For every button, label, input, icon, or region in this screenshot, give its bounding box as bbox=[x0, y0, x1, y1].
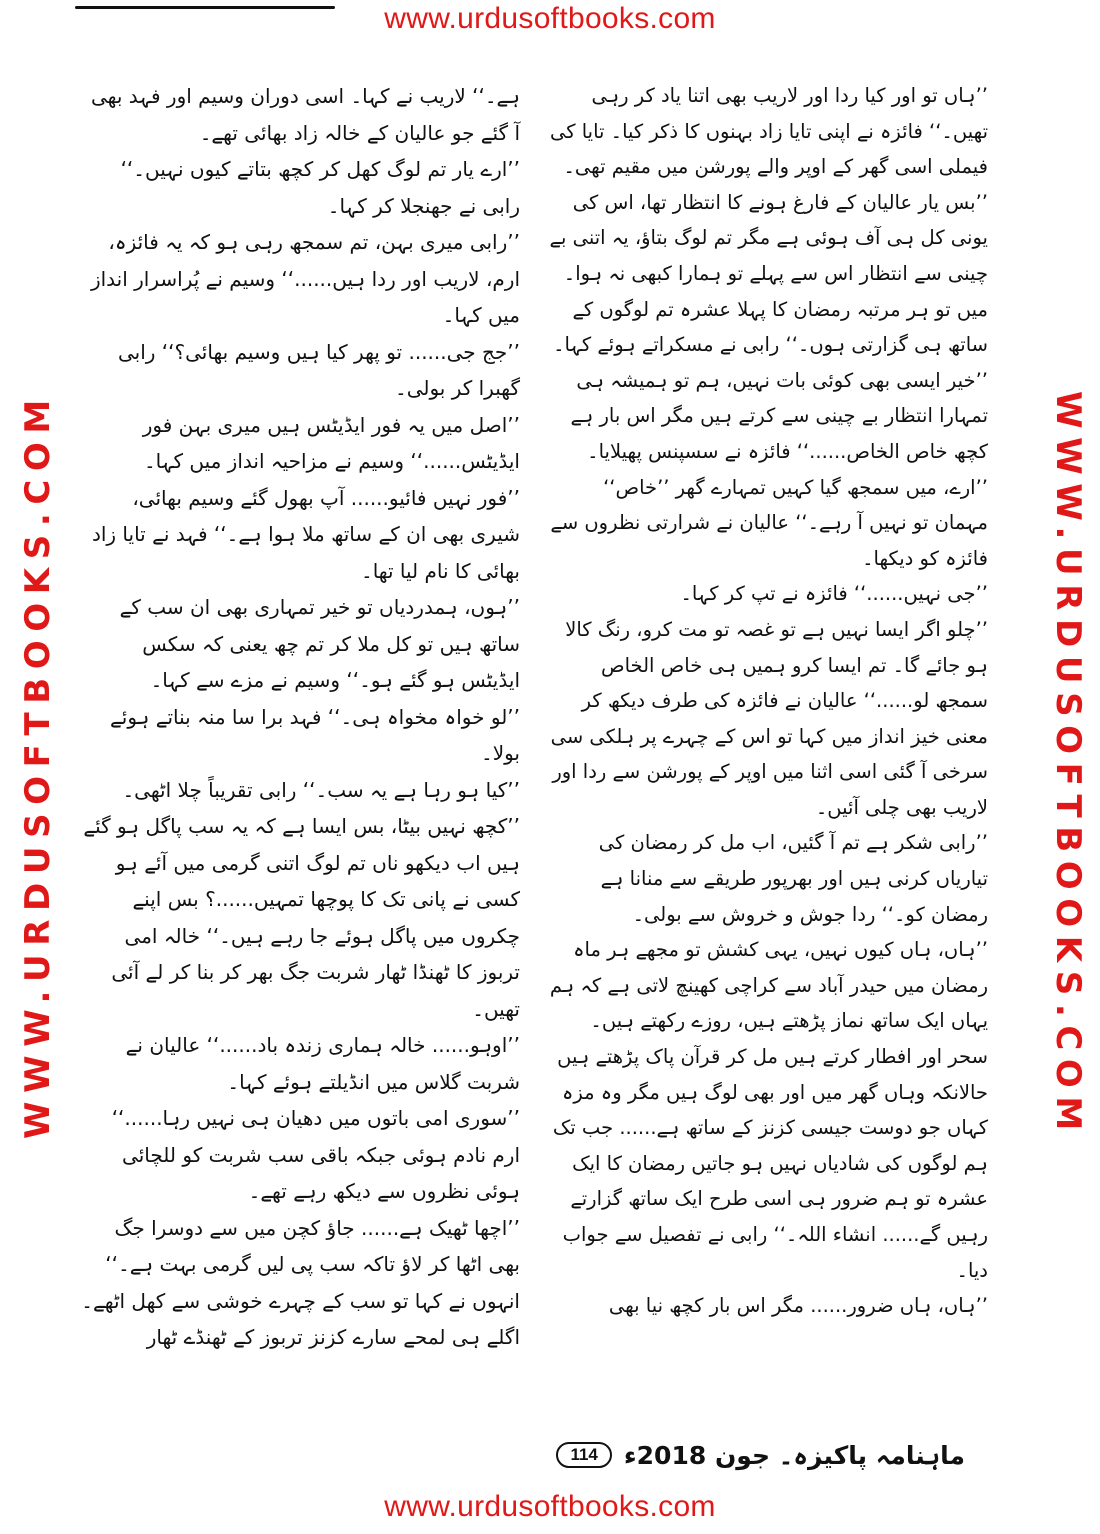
paragraph: ’’اوہو...... خالہ ہماری زندہ باد......‘‘ عالیان نے شربت گلاس میں انڈیلتے ہوئے کہا۔ bbox=[125, 1033, 520, 1094]
paragraph: ’’ہاں، ہاں کیوں نہیں، یہی کشش تو مجھے ہر ماہ رمضان میں حیدر آباد سے کراچی کھینچ لاتی ہے کہ ہم یہاں ایک ساتھ نماز پڑھتے ہیں، روزے رکھتے ہیں۔ سحر اور افطار کرتے ہیں مل کر قرآن پاک پڑھتے ہیں حالانکہ وہاں گھر میں اور بھی لوگ ہیں مگر وہ مزہ کہاں جو دوست جیسی کزنز کے ساتھ ہے...... جب تک ہم لوگوں کی شادیاں نہیں ہو جاتیں رمضان کا ایک عشرہ تو ہم ضرور ہی اسی طرح ایک ساتھ گزارتے رہیں گے...... انشاء اللہ۔‘‘ رابی نے تفصیل سے جواب دیا۔ bbox=[549, 938, 988, 1282]
paragraph: ’’رابی شکر ہے تم آ گئیں، اب مل کر رمضان کی تیاریاں کرنی ہیں اور بھرپور طریقے سے منانا ہے رمضان کو۔‘‘ ردا جوش و خروش سے بولی۔ bbox=[598, 831, 988, 926]
paragraph: ’’کچھ نہیں بیٹا، بس ایسا ہے کہ یہ سب پاگل ہو گئے ہیں اب دیکھو ناں تم لوگ اتنی گرمی میں آئے ہو کسی نے پانی تک کا پوچھا تمہیں......؟ بس اپنے چکروں میں پاگل ہوئے جا رہے ہیں۔‘‘ خالہ امی تربوز کا ٹھنڈا ٹھار شربت جگ بھر کر بنا کر لے آئی تھیں۔ bbox=[83, 814, 520, 1021]
magazine-footer bbox=[495, 1432, 965, 1478]
paragraph: ہے۔‘‘ لاریب نے کہا۔ اسی دوران وسیم اور فہد بھی آ گئے جو عالیان کے خالہ زاد بھائی تھے۔ bbox=[90, 84, 520, 145]
paragraph: ’’اچھا ٹھیک ہے...... جاؤ کچن میں سے دوسرا جگ بھی اٹھا کر لاؤ تاکہ سب پی لیں گرمی بہت ہے۔‘‘ انہوں نے کہا تو سب کے چہرے خوشی سے کھل اٹھے۔ bbox=[81, 1215, 520, 1313]
page-number-badge: 114 bbox=[556, 1442, 611, 1468]
paragraph: ’’رابی میری بہن، تم سمجھ رہی ہو کہ یہ فائزہ، ارم، لاریب اور ردا ہیں......‘‘ وسیم نے پُراسرار انداز میں کہا۔ bbox=[90, 230, 520, 327]
side-watermark-left: WWW.URDUSOFTBOOKS.COM bbox=[18, 391, 58, 1139]
paragraph: ’’خیر ایسی بھی کوئی بات نہیں، ہم تو ہمیشہ ہی تمہارا انتظار بے چینی سے کرتے ہیں مگر اس بار ہے کچھ خاص الخاص......‘‘ فائزہ نے سسپنس پھیلایا۔ bbox=[570, 368, 988, 463]
left-text-column bbox=[80, 78, 520, 1356]
side-watermark-right: WWW.URDUSOFTBOOKS.COM bbox=[1048, 391, 1088, 1139]
paragraph: ’’جی نہیں......‘‘ فائزہ نے تپ کر کہا۔ bbox=[680, 582, 988, 606]
paragraph: ’’ہوں، ہمدردیاں تو خیر تمہاری بھی ان سب کے ساتھ ہیں تو کل ملا کر تم چھ یعنی کہ سکس ایڈیٹس ہو گئے ہو۔‘‘ وسیم نے مزے سے کہا۔ bbox=[119, 595, 520, 692]
right-text-column bbox=[548, 78, 988, 1324]
paragraph: ’’بس یار عالیان کے فارغ ہونے کا انتظار تھا، اس کی یونی کل ہی آف ہوئی ہے مگر تم لوگ بتاؤ، یہ اتنی بے چینی سے انتظار اس سے پہلے تو ہمارا کبھی نہ ہوا۔ میں تو ہر مرتبہ رمضان کا پہلا عشرہ تم لوگوں کے ساتھ ہی گزارتی ہوں۔‘‘ رابی نے مسکراتے ہوئے کہا۔ bbox=[549, 190, 988, 357]
paragraph: ’’فور نہیں فائیو...... آپ بھول گئے وسیم بھائی، شیری بھی ان کے ساتھ ملا ہوا ہے۔‘‘ فہد نے تایا زاد بھائی کا نام لیا تھا۔ bbox=[91, 485, 520, 583]
paragraph: ’’چلو اگر ایسا نہیں ہے تو غصہ تو مت کرو، رنگ کالا ہو جائے گا۔ تم ایسا کرو ہمیں ہی خاص الخاص سمجھ لو......‘‘ عالیان نے فائزہ کی طرف دیکھ کر معنی خیز انداز میں کہا تو اس کے چہرے پر ہلکی سی سرخی آ گئی اسی اثنا میں اوپر کے پورشن سے ردا اور لاریب بھی چلی آئیں۔ bbox=[550, 617, 988, 819]
header-url[interactable]: www.urdusoftbooks.com bbox=[384, 2, 716, 35]
paragraph: ’’ہاں، ہاں ضرور...... مگر اس بار کچھ نیا بھی bbox=[608, 1294, 988, 1318]
footer-url[interactable]: www.urdusoftbooks.com bbox=[384, 1490, 716, 1523]
paragraph: ’’ارے، میں سمجھ گیا کہیں تمہارے گھر ’’خاص‘‘ مہمان تو نہیں آ رہے۔‘‘ عالیان نے شرارتی نظروں سے فائزہ کو دیکھا۔ bbox=[550, 475, 988, 570]
paragraph: ’’جج جی...... تو پھر کیا ہیں وسیم بھائی؟‘‘ رابی گھبرا کر بولی۔ bbox=[117, 339, 520, 400]
paragraph: ’’کیا ہو رہا ہے یہ سب۔‘‘ رابی تقریباً چلا اٹھی۔ bbox=[122, 777, 520, 802]
paragraph: ’’ہاں تو اور کیا ردا اور لاریب بھی اتنا یاد کر رہی تھیں۔‘‘ فائزہ نے اپنی تایا زاد بہنوں کا ذکر کیا۔ تایا کی فیملی اسی گھر کے اوپر والے پورشن میں مقیم تھی۔ bbox=[549, 84, 988, 179]
paragraph: ’’سوری امی باتوں میں دھیان ہی نہیں رہا......‘‘ ارم نادم ہوئی جبکہ باقی سب شربت کو للچائی ہوئی نظروں سے دیکھ رہے تھے۔ bbox=[111, 1106, 520, 1203]
paragraph: ’’لو خواہ مخواہ ہی۔‘‘ فہد برا سا منہ بناتے ہوئے بولا۔ bbox=[110, 704, 520, 765]
paragraph: اگلے ہی لمحے سارے کزنز تربوز کے ٹھنڈے ٹھار bbox=[146, 1325, 520, 1349]
paragraph: ’’ارے یار تم لوگ کھل کر کچھ بتاتے کیوں نہیں۔‘‘ رابی نے جھنجلا کر کہا۔ bbox=[120, 157, 520, 218]
magazine-title: ماہنامہ پاکیزہ۔ جون 2018ء bbox=[623, 1440, 965, 1470]
paragraph: ’’اصل میں یہ فور ایڈیٹس ہیں میری بہن فور ایڈیٹس......‘‘ وسیم نے مزاحیہ انداز میں کہا۔ bbox=[142, 412, 520, 473]
